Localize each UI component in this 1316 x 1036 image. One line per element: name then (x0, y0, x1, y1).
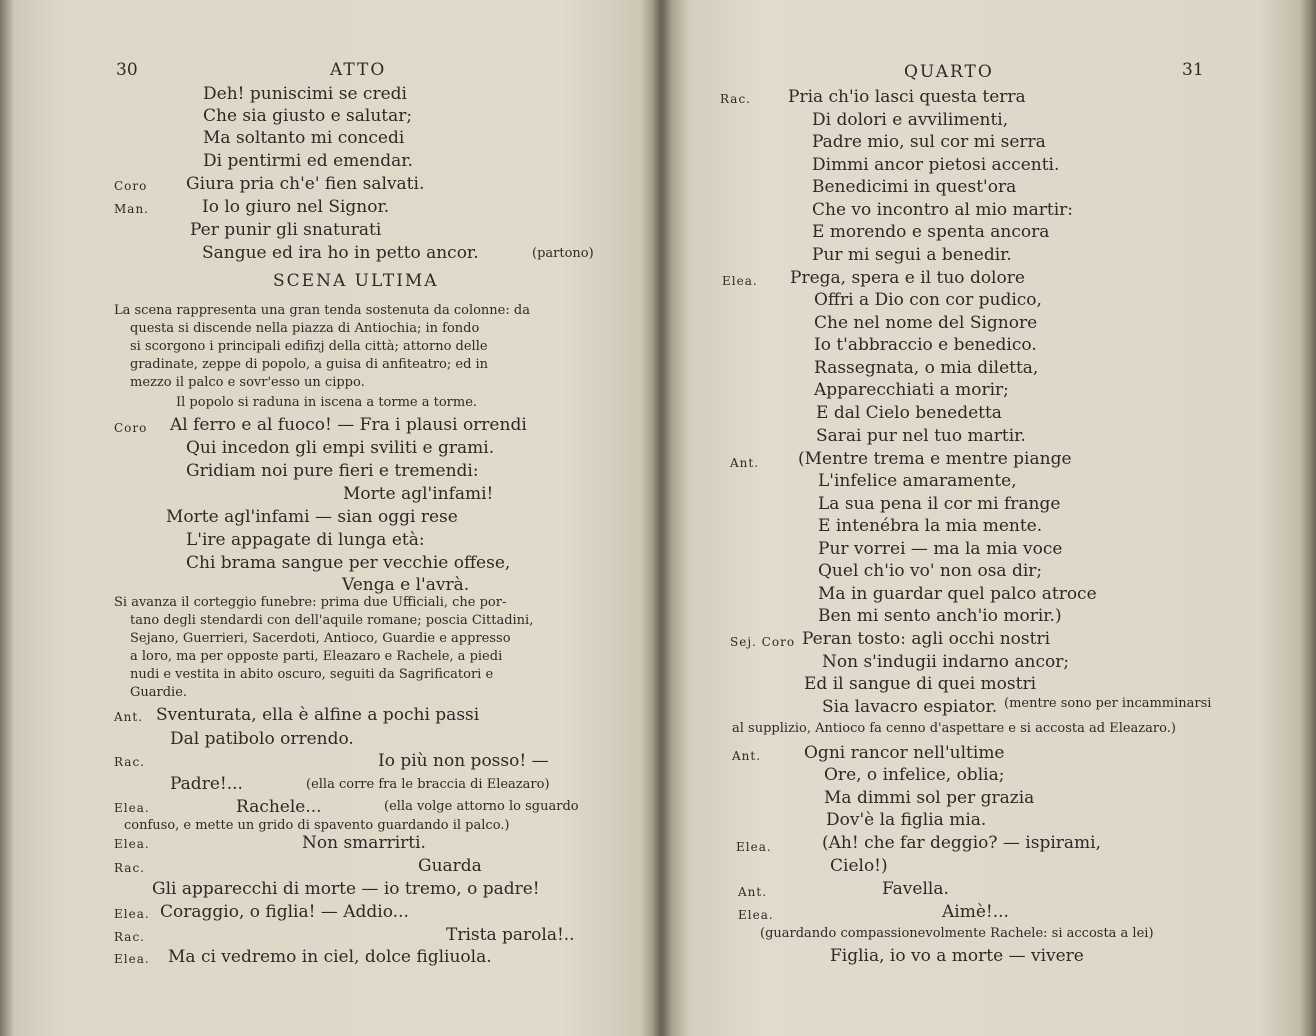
verse-line: Rachele... (236, 797, 322, 817)
speaker-label: Elea. (722, 274, 758, 288)
verse-line: Qui incedon gli empi sviliti e grami. (186, 438, 495, 458)
verse-line: L'infelice amaramente, (818, 471, 1017, 491)
speaker-label: Ant. (738, 885, 768, 899)
stage-direction: mezzo il palco e sovr'esso un cippo. (130, 375, 365, 390)
speaker-label: Ant. (730, 456, 760, 470)
stage-direction: (partono) (532, 246, 594, 261)
verse-line: Trista parola!.. (446, 925, 575, 945)
speaker-label: Coro (114, 179, 148, 193)
verse-line: Non smarrirti. (302, 833, 426, 853)
stage-direction: (ella volge attorno lo sguardo (384, 799, 579, 814)
verse-line: Che vo incontro al mio martir: (812, 200, 1074, 220)
verse-line: Giura pria ch'e' fien salvati. (186, 174, 425, 194)
speaker-label: Rac. (114, 930, 145, 944)
verse-line: Peran tosto: agli occhi nostri (802, 629, 1051, 649)
verse-line: Di dolori e avvilimenti, (812, 110, 1009, 130)
verse-line: Ogni rancor nell'ultime (804, 743, 1005, 763)
speaker-label: Elea. (114, 907, 150, 921)
verse-line: Pria ch'io lasci questa terra (788, 87, 1026, 107)
verse-line: Padre!... (170, 774, 243, 794)
verse-line: (Ah! che far deggio? — ispirami, (822, 833, 1101, 853)
speaker-label: Ant. (732, 749, 762, 763)
verse-line: Io lo giuro nel Signor. (202, 197, 390, 217)
stage-direction: Sejano, Guerrieri, Sacerdoti, Antioco, Guardie e appresso (130, 631, 511, 646)
speaker-label: Rac. (114, 755, 145, 769)
page-number: 31 (1182, 60, 1204, 80)
verse-line: Deh! puniscimi se credi (203, 84, 407, 104)
verse-line: E dal Cielo benedetta (816, 403, 1002, 423)
verse-line: Offri a Dio con cor pudico, (814, 290, 1042, 310)
verse-line: Venga e l'avrà. (342, 575, 470, 595)
stage-direction: La scena rappresenta una gran tenda sostenuta da colonne: da (114, 303, 530, 318)
stage-direction: questa si discende nella piazza di Antiochia; in fondo (130, 321, 480, 336)
stage-direction: nudi e vestita in abito oscuro, seguiti da Sagrificatori e (130, 667, 494, 682)
stage-direction: (mentre sono per incamminarsi (1004, 696, 1212, 711)
stage-direction: tano degli stendardi con dell'aquile romane; poscia Cittadini, (130, 613, 534, 628)
verse-line: Morte agl'infami! (343, 484, 494, 504)
verse-line: Chi brama sangue per vecchie offese, (186, 553, 511, 573)
verse-line: Gli apparecchi di morte — io tremo, o padre! (152, 879, 540, 899)
verse-line: Sia lavacro espiator. (822, 697, 998, 717)
verse-line: Benedicimi in quest'ora (812, 177, 1017, 197)
verse-line: Dimmi ancor pietosi accenti. (812, 155, 1060, 175)
running-header: QUARTO (904, 62, 994, 82)
verse-line: Coraggio, o figlia! — Addio... (160, 902, 409, 922)
right-page (672, 0, 1316, 1036)
verse-line: Gridiam noi pure fieri e tremendi: (186, 461, 479, 481)
verse-line: (Mentre trema e mentre piange (798, 449, 1072, 469)
speaker-label: Sej. Coro (730, 635, 796, 649)
verse-line: E intenébra la mia mente. (818, 516, 1043, 536)
speaker-label: Man. (114, 202, 149, 216)
speaker-label: Ant. (114, 710, 144, 724)
speaker-label: Elea. (738, 908, 774, 922)
verse-line: Che sia giusto e salutar; (203, 106, 413, 126)
stage-direction: Il popolo si raduna in iscena a torme a torme. (176, 395, 478, 410)
speaker-label: Rac. (114, 861, 145, 875)
page-number: 30 (116, 60, 138, 80)
verse-line: Quel ch'io vo' non osa dir; (818, 561, 1043, 581)
scene-title: SCENA ULTIMA (273, 271, 439, 291)
running-header: ATTO (330, 60, 387, 80)
verse-line: Ma soltanto mi concedi (203, 128, 405, 148)
verse-line: Dov'è la figlia mia. (826, 810, 987, 830)
stage-direction: si scorgono i principali edifizj della città; attorno delle (130, 339, 488, 354)
left-page (0, 0, 650, 1036)
verse-line: Di pentirmi ed emendar. (203, 151, 413, 171)
speaker-label: Coro (114, 421, 148, 435)
verse-line: Che nel nome del Signore (814, 313, 1038, 333)
verse-line: Ma in guardar quel palco atroce (818, 584, 1097, 604)
stage-direction: (ella corre fra le braccia di Eleazaro) (306, 777, 550, 792)
speaker-label: Elea. (736, 840, 772, 854)
verse-line: Guarda (418, 856, 482, 876)
verse-line: Apparecchiati a morir; (814, 380, 1009, 400)
speaker-label: Elea. (114, 801, 150, 815)
stage-direction: a loro, ma per opposte parti, Eleazaro e Rachele, a piedi (130, 649, 503, 664)
verse-line: Ed il sangue di quei mostri (804, 674, 1037, 694)
verse-line: Favella. (882, 879, 949, 899)
verse-line: Sventurata, ella è alfine a pochi passi (156, 705, 480, 725)
verse-line: La sua pena il cor mi frange (818, 494, 1061, 514)
stage-direction: (guardando compassionevolmente Rachele: si accosta a lei) (760, 926, 1154, 941)
verse-line: Sarai pur nel tuo martir. (816, 426, 1026, 446)
verse-line: Cielo!) (830, 856, 888, 876)
speaker-label: Elea. (114, 952, 150, 966)
verse-line: Io t'abbraccio e benedico. (814, 335, 1037, 355)
verse-line: Sangue ed ira ho in petto ancor. (202, 243, 479, 263)
verse-line: Ma dimmi sol per grazia (824, 788, 1035, 808)
verse-line: Morte agl'infami — sian oggi rese (166, 507, 458, 527)
verse-line: Prega, spera e il tuo dolore (790, 268, 1025, 288)
stage-direction: Guardie. (130, 685, 188, 700)
speaker-label: Elea. (114, 837, 150, 851)
verse-line: Padre mio, sul cor mi serra (812, 132, 1046, 152)
stage-direction: gradinate, zeppe di popolo, a guisa di anfiteatro; ed in (130, 357, 489, 372)
verse-line: Ma ci vedremo in ciel, dolce figliuola. (168, 947, 492, 967)
verse-line: Io più non posso! — (378, 751, 549, 771)
verse-line: Ben mi sento anch'io morir.) (818, 606, 1062, 626)
stage-direction: confuso, e mette un grido di spavento guardando il palco.) (124, 818, 510, 833)
verse-line: Per punir gli snaturati (190, 220, 382, 240)
verse-line: Al ferro e al fuoco! — Fra i plausi orrendi (170, 415, 527, 435)
verse-line: L'ire appagate di lunga età: (186, 530, 425, 550)
book-spine (652, 0, 672, 1036)
stage-direction: Si avanza il corteggio funebre: prima due Ufficiali, che por- (114, 595, 507, 610)
verse-line: E morendo e spenta ancora (812, 222, 1050, 242)
verse-line: Ore, o infelice, oblia; (824, 765, 1005, 785)
verse-line: Pur vorrei — ma la mia voce (818, 539, 1063, 559)
stage-direction: al supplizio, Antioco fa cenno d'aspettare e si accosta ad Eleazaro.) (732, 721, 1176, 736)
verse-line: Dal patibolo orrendo. (170, 729, 354, 749)
verse-line: Rassegnata, o mia diletta, (814, 358, 1039, 378)
verse-line: Pur mi segui a benedir. (812, 245, 1012, 265)
verse-line: Aimè!... (942, 902, 1009, 922)
verse-line: Non s'indugii indarno ancor; (822, 652, 1070, 672)
speaker-label: Rac. (720, 92, 751, 106)
verse-line: Figlia, io vo a morte — vivere (830, 946, 1084, 966)
